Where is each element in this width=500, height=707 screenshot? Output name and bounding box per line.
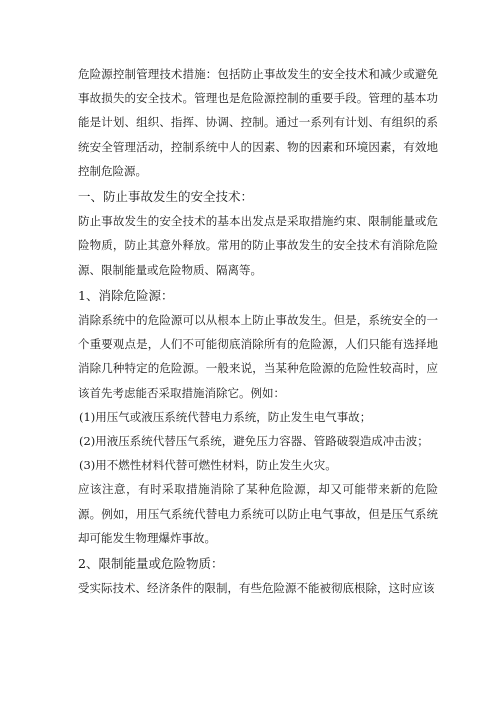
example-item-3: (3)用不燃性材料代替可燃性材料，防止发生火灾。 <box>79 458 337 473</box>
section-heading-prevent-accidents: 一、防止事故发生的安全技术： <box>78 189 254 205</box>
document-page <box>78 62 438 600</box>
example-item-2: (2)用液压系统代替压气系统，避免压力容器、管路破裂造成冲击波； <box>79 434 429 449</box>
subheading-limit-energy: 2、限制能量或危险物质： <box>78 556 224 572</box>
intro-paragraph: 危险源控制管理技术措施：包括防止事故发生的安全技术和减少或避免事故损失的安全技术。管理也是危险源控制的重要手段。管理的基本功能是计划、组织、指挥、协调、控制。通过一系列有计划、有组织的系统安全管理活动，控制系统中人的因素、物的因素和环境因素，有效地控制危险源。 <box>78 67 438 178</box>
subheading-eliminate-hazards: 1、消除危险源： <box>78 287 174 303</box>
paragraph-limit-energy: 受实际技术、经济条件的限制，有些危险源不能被彻底根除，这时应该 <box>78 581 435 596</box>
section-paragraph-prevent-accidents: 防止事故发生的安全技术的基本出发点是采取措施约束、限制能量或危险物质，防止其意外释放。常用的防止事故发生的安全技术有消除危险源、限制能量或危险物质、隔离等。 <box>78 214 438 277</box>
note-paragraph: 应该注意，有时采取措施消除了某种危险源，却又可能带来新的危险源。例如，用压气系统代替电力系统可以防止电气事故，但是压气系统却可能发生物理爆炸事故。 <box>78 482 438 545</box>
example-item-1: (1)用压气或液压系统代替电力系统，防止发生电气事故； <box>79 409 372 424</box>
paragraph-eliminate-hazards: 消除系统中的危险源可以从根本上防止事故发生。但是，系统安全的一个重要观点是，人们不可能彻底消除所有的危险源，人们只能有选择地消除几种特定的危险源。一般来说，当某种危险源的危险性较高时，应该首先考虑能否采取措施消除它。例如： <box>78 313 438 400</box>
